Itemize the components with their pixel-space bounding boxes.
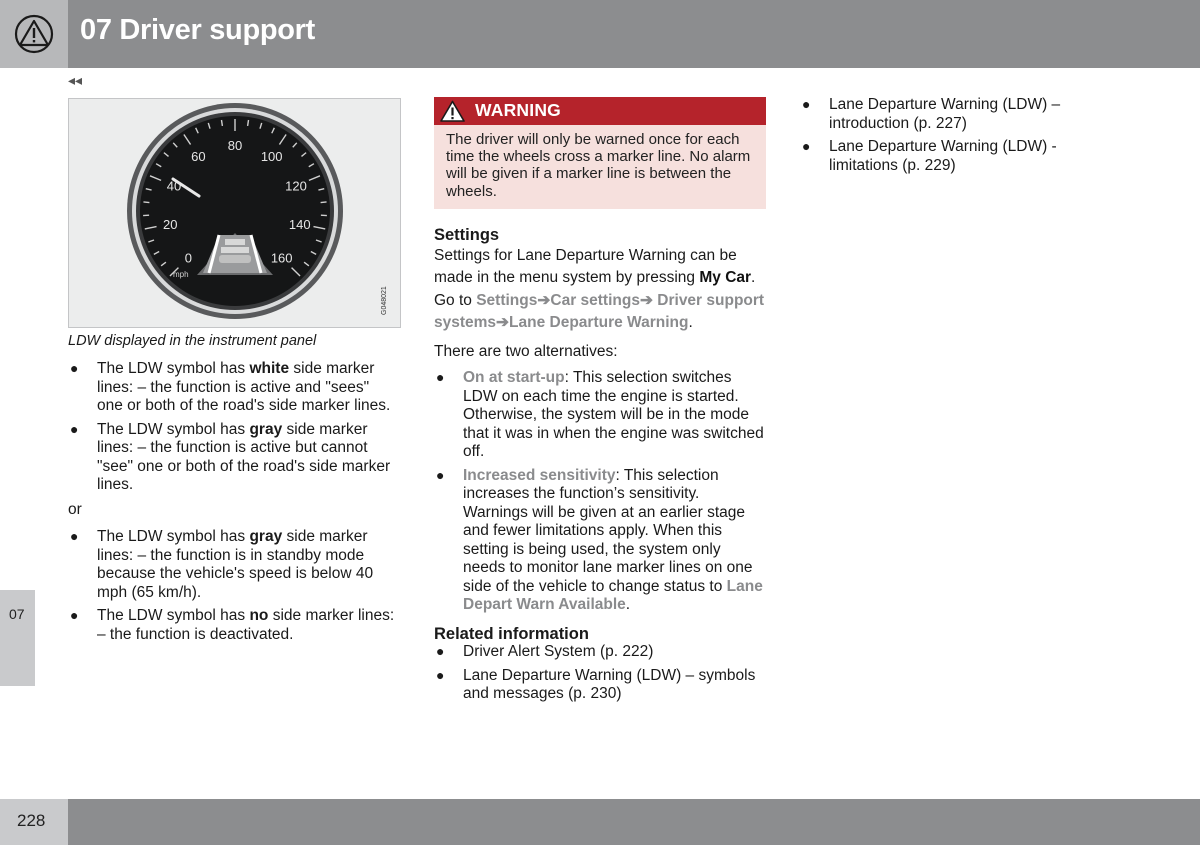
gauge-tick-label: 140 [288, 216, 311, 232]
gauge-minor-tick [222, 120, 223, 126]
gauge-tick-label: 60 [191, 149, 206, 165]
list-item: ● The LDW symbol has gray side marker lines: – the function is in standby mode because the vehicle's speed is below 40 mph (65 km/h). [70, 528, 374, 601]
chapter-tab-label: 07 [9, 606, 25, 622]
related-link[interactable]: ● Lane Departure Warning (LDW) - limitations (p. 229) [802, 138, 1057, 174]
list-item: ● The LDW symbol has no side marker lines: – the function is deactivated. [70, 607, 395, 643]
page-number: 228 [17, 811, 46, 830]
menu-path-driver-support[interactable]: Driver support systems [434, 291, 765, 331]
settings-paragraph: Settings for Lane Departure Warning can be made in the menu system by pressing My Car. Go to Settings➔Car settings➔ Driver support systems➔Lane Departure Warning. [434, 246, 765, 331]
gauge-tick-label: 120 [285, 178, 307, 194]
or-text: or [68, 500, 82, 518]
back-nav-icon[interactable]: ◂◂ [68, 72, 83, 88]
chapter-title: 07 Driver support [80, 14, 316, 46]
list-item: ● Increased sensitivity: This selection increases the function’s sensitivity. Warnings will be given at an earlier stage and fewer limitations apply. When this setting is being used, the system only needs to monitor lane marker lines on one side of the vehicle to change status to Lane Depart Warn Available. [436, 466, 763, 613]
instrument-panel-figure [68, 98, 401, 328]
middle-column [434, 226, 766, 709]
list-item: ● The LDW symbol has white side marker lines: – the function is active and "sees" one or both of the road's side marker lines. [70, 360, 391, 414]
list-item: ● The LDW symbol has gray side marker lines: – the function is active but cannot "see" one or both of the road's side marker lines. [70, 420, 391, 493]
warning-triangle-icon [14, 14, 54, 54]
related-link[interactable]: ● Lane Departure Warning (LDW) – symbols and messages (p. 230) [436, 666, 756, 702]
related-link[interactable]: ● Lane Departure Warning (LDW) – introduction (p. 227) [802, 96, 1061, 132]
option-increased-sensitivity[interactable]: Increased sensitivity [463, 466, 616, 484]
gauge-minor-tick [321, 202, 327, 203]
gauge-tick-label: 40 [166, 178, 182, 194]
gauge-tick-label: 160 [270, 250, 293, 266]
warning-title: WARNING [475, 100, 561, 120]
gauge-minor-tick [248, 120, 249, 126]
menu-path-settings[interactable]: Settings [476, 291, 538, 309]
alternatives-text: There are two alternatives: [434, 342, 618, 360]
left-column [68, 360, 398, 649]
gauge-tick-label: 0 [184, 250, 192, 266]
menu-path-car-settings[interactable]: Car settings [550, 291, 640, 309]
related-heading: Related information [434, 624, 589, 643]
right-column [800, 96, 1120, 180]
menu-path-lane-departure[interactable]: Lane Departure Warning [509, 314, 689, 331]
speedometer-illustration [69, 99, 400, 327]
warning-text: The driver will only be warned once for each time the wheels cross a marker line. No alarm will be given if a marker line is between the wheels. [446, 131, 751, 200]
gauge-tick-label: 80 [227, 138, 243, 153]
related-link[interactable]: ● Driver Alert System (p. 222) [436, 643, 654, 660]
gauge-unit: mph [173, 270, 189, 279]
gauge-tick-label: 100 [260, 149, 283, 165]
my-car-label: My Car [699, 269, 752, 286]
gauge-minor-tick [143, 202, 149, 203]
footer-bar [68, 799, 1200, 845]
gauge-tick-label: 20 [163, 216, 178, 232]
warning-box [434, 97, 766, 209]
settings-heading: Settings [434, 226, 500, 244]
figure-code: G048021 [381, 286, 388, 315]
list-item: ● On at start-up: This selection switches LDW on each time the engine is started. Otherwise, the system will be in the mode that it was in when the engine was switched off. [436, 369, 764, 460]
option-on-at-start-up[interactable]: On at start-up [463, 369, 565, 386]
chapter-tab[interactable] [0, 590, 35, 686]
warning-header [434, 97, 766, 125]
warning-icon [440, 100, 465, 122]
figure-caption: LDW displayed in the instrument panel [68, 333, 317, 349]
